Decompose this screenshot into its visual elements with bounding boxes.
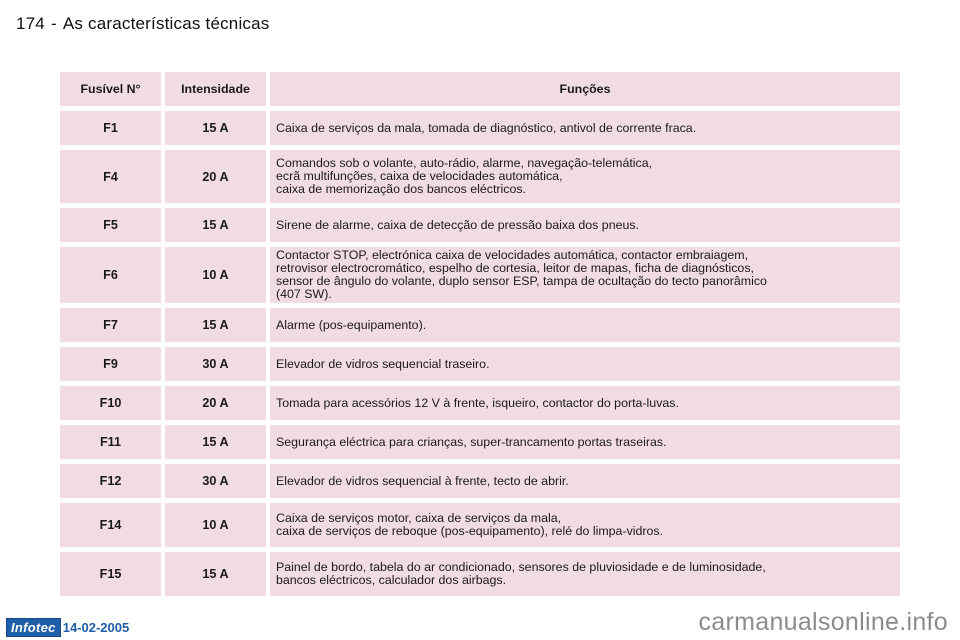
fuse-intensity: 15 A [165,208,266,242]
fuse-number: F14 [60,503,161,547]
fuse-intensity: 30 A [165,464,266,498]
fuse-functions: Elevador de vidros sequencial traseiro. [270,347,900,381]
fuse-number: F1 [60,111,161,145]
fuse-number: F10 [60,386,161,420]
fuse-functions: Tomada para acessórios 12 V à frente, isqueiro, contactor do porta-luvas. [270,386,900,420]
table-row [60,247,900,303]
fuse-table [56,67,904,601]
column-header-functions: Funções [270,72,900,106]
fuse-number: F5 [60,208,161,242]
fuse-functions: Caixa de serviços da mala, tomada de diagnóstico, antivol de corrente fraca. [270,111,900,145]
fuse-intensity: 15 A [165,111,266,145]
table-row [60,503,900,547]
fuse-functions: Comandos sob o volante, auto-rádio, alarme, navegação-telemática, ecrã multifunções, caixa de velocidades automática, caixa de memorização dos bancos eléctricos. [270,150,900,203]
table-row [60,386,900,420]
fuse-intensity: 10 A [165,503,266,547]
table-row [60,425,900,459]
fuse-functions: Caixa de serviços motor, caixa de serviços da mala, caixa de serviços de reboque (pos-equipamento), relé do limpa-vidros. [270,503,900,547]
footer-date: 14-02-2005 [62,620,130,635]
page-title: As características técnicas [62,14,270,33]
fuse-functions: Painel de bordo, tabela do ar condicionado, sensores de pluviosidade e de luminosidade, bancos eléctricos, calculador dos airbags. [270,552,900,596]
table-row [60,208,900,242]
fuse-number: F12 [60,464,161,498]
watermark: carmanualsonline.info [698,608,948,636]
table-row [60,464,900,498]
fuse-intensity: 15 A [165,552,266,596]
fuse-intensity: 20 A [165,386,266,420]
fuse-functions: Elevador de vidros sequencial à frente, tecto de abrir. [270,464,900,498]
table-row [60,552,900,596]
fuse-intensity: 15 A [165,308,266,342]
fuse-functions: Segurança eléctrica para crianças, super-trancamento portas traseiras. [270,425,900,459]
page-number: 174 [16,14,45,33]
header-separator: - [50,14,57,33]
column-header-intensity: Intensidade [165,72,266,106]
fuse-number: F15 [60,552,161,596]
fuse-number: F6 [60,247,161,303]
fuse-number: F7 [60,308,161,342]
fuse-intensity: 10 A [165,247,266,303]
fuse-number: F11 [60,425,161,459]
table-row [60,150,900,203]
fuse-intensity: 20 A [165,150,266,203]
fuse-functions: Alarme (pos-equipamento). [270,308,900,342]
fuse-intensity: 15 A [165,425,266,459]
fuse-functions: Contactor STOP, electrónica caixa de velocidades automática, contactor embraiagem, retrovisor electrocromático, espelho de cortesia, leitor de mapas, ficha de diagnósticos, sensor de ângulo do volante, duplo sensor ESP, tampa de ocultação do tecto panorâmico (407 SW). [270,247,900,303]
fuse-number: F9 [60,347,161,381]
footer [6,618,129,637]
fuse-functions: Sirene de alarme, caixa de detecção de pressão baixa dos pneus. [270,208,900,242]
fuse-number: F4 [60,150,161,203]
column-header-fuse: Fusível N° [60,72,161,106]
table-row [60,308,900,342]
table-header-row [60,72,900,106]
infotec-logo: Infotec [6,618,61,637]
table-row [60,111,900,145]
fuse-intensity: 30 A [165,347,266,381]
table-row [60,347,900,381]
page-header [16,14,269,34]
